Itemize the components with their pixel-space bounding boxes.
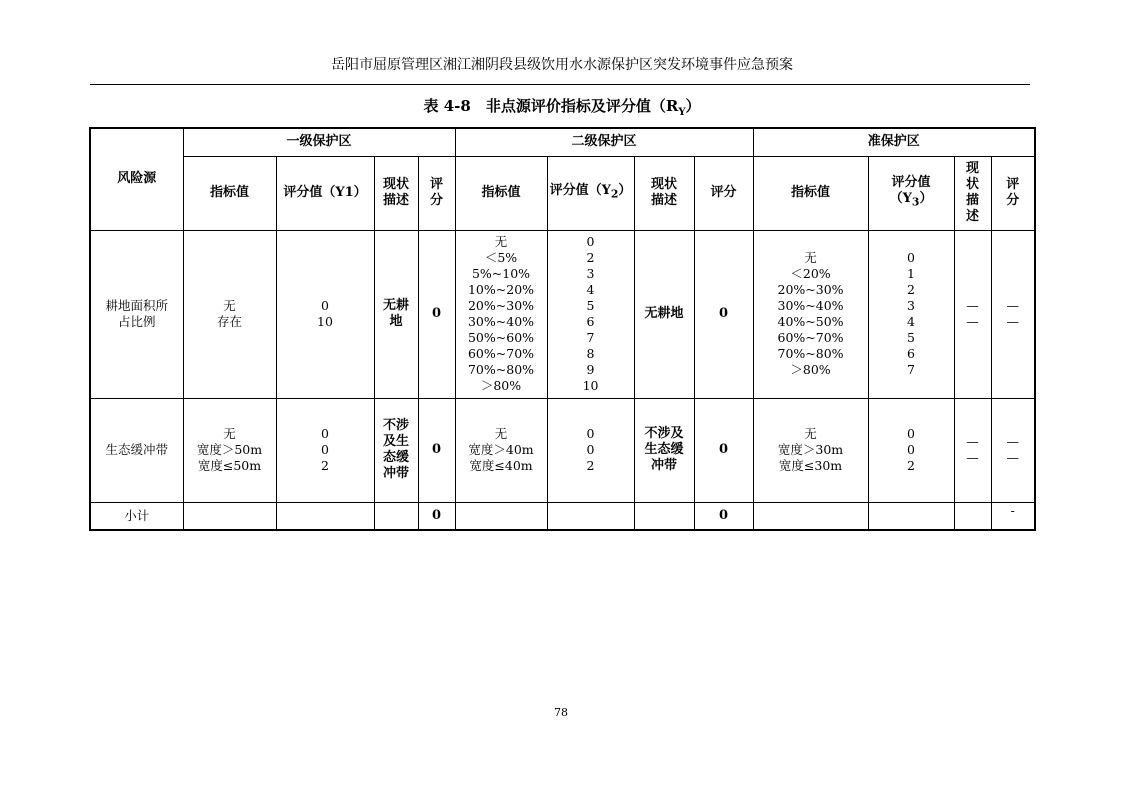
- header-score-1: 评分值（Y1）: [276, 156, 374, 230]
- header-score-2-sub: 2: [610, 187, 619, 201]
- empty-cell: [276, 502, 374, 530]
- page-number: 78: [554, 706, 568, 719]
- subtotal-z2-mark: 0: [694, 502, 753, 530]
- empty-cell: [868, 502, 954, 530]
- table-title-subscript: Y: [678, 107, 686, 118]
- z2-status-cell: 不涉及 生态缓 冲带: [634, 398, 694, 502]
- z1-status-cell: 无耕 地: [374, 230, 418, 398]
- header-zone-3: 准保护区: [753, 128, 1035, 156]
- header-indicator-2: 指标值: [455, 156, 547, 230]
- header-score-2-text: 评分值（Y: [549, 183, 611, 199]
- z1-mark-cell: 0: [418, 230, 455, 398]
- z1-score-cell: 0 10: [276, 230, 374, 398]
- header-score-2-close: ）: [618, 183, 632, 199]
- subtotal-z1-mark: 0: [418, 502, 455, 530]
- header-mark-2: 评分: [694, 156, 753, 230]
- header-score-3-close: ）: [919, 191, 933, 207]
- table-row: [90, 398, 1035, 502]
- z3-score-cell: 0 1 2 3 4 5 6 7: [868, 230, 954, 398]
- z2-status-cell: 无耕地: [634, 230, 694, 398]
- z1-mark-cell: 0: [418, 398, 455, 502]
- z3-mark-cell: — —: [991, 230, 1035, 398]
- table-title-close: ）: [685, 97, 701, 115]
- z1-status-cell: 不涉 及生 态缓 冲带: [374, 398, 418, 502]
- empty-cell: [753, 502, 868, 530]
- document-header: 岳阳市屈原管理区湘江湘阴段县级饮用水水源保护区突发环境事件应急预案: [331, 57, 793, 73]
- header-score-2: [547, 156, 634, 230]
- z2-score-cell: 0 2 3 4 5 6 7 8 9 10: [547, 230, 634, 398]
- risk-source-cell: 生态缓冲带: [90, 398, 183, 502]
- empty-cell: [374, 502, 418, 530]
- header-indicator-3: 指标值: [753, 156, 868, 230]
- z2-indicator-cell: 无 宽度＞40m 宽度≤40m: [455, 398, 547, 502]
- header-zone-1: 一级保护区: [183, 128, 455, 156]
- table-title: [90, 95, 1034, 124]
- header-score-3-text: 评分值（Y: [889, 175, 931, 207]
- risk-source-cell: 耕地面积所 占比例: [90, 230, 183, 398]
- header-zone-2: 二级保护区: [455, 128, 753, 156]
- subtotal-label: 小计: [90, 502, 183, 530]
- z2-mark-cell: 0: [694, 398, 753, 502]
- empty-cell: [634, 502, 694, 530]
- header-indicator-1: 指标值: [183, 156, 276, 230]
- z1-indicator-cell: 无 宽度＞50m 宽度≤50m: [183, 398, 276, 502]
- subtotal-row: [90, 502, 1035, 530]
- z2-indicator-cell: 无 ＜5% 5%~10% 10%~20% 20%~30% 30%~40% 50%~60% 60%~70% 70%~80% ＞80%: [455, 230, 547, 398]
- z1-indicator-cell: 无 存在: [183, 230, 276, 398]
- header-status-1: 现状 描述: [374, 156, 418, 230]
- header-rule: [90, 84, 1030, 85]
- z2-mark-cell: 0: [694, 230, 753, 398]
- table-title-text: 表 4-8 非点源评价指标及评分值（R: [423, 97, 679, 115]
- header-mark-1: 评 分: [418, 156, 455, 230]
- z3-status-cell: — —: [954, 230, 991, 398]
- empty-cell: [547, 502, 634, 530]
- z3-status-cell: — —: [954, 398, 991, 502]
- header-risk-source: 风险源: [90, 128, 183, 230]
- empty-cell: [183, 502, 276, 530]
- z3-indicator-cell: 无 ＜20% 20%~30% 30%~40% 40%~50% 60%~70% 70%~80% ＞80%: [753, 230, 868, 398]
- z1-score-cell: 0 0 2: [276, 398, 374, 502]
- table-header-row-1: [90, 128, 1035, 156]
- table-header-row-2: [90, 156, 1035, 230]
- z3-score-cell: 0 0 2: [868, 398, 954, 502]
- z3-indicator-cell: 无 宽度＞30m 宽度≤30m: [753, 398, 868, 502]
- z2-score-cell: 0 0 2: [547, 398, 634, 502]
- empty-cell: [954, 502, 991, 530]
- header-status-3: 现 状 描 述: [954, 156, 991, 230]
- header-score-3: [868, 156, 954, 230]
- z3-mark-cell: — —: [991, 398, 1035, 502]
- table-row: [90, 230, 1035, 398]
- subtotal-z3-mark: -: [991, 502, 1035, 530]
- evaluation-table: [89, 127, 1036, 531]
- header-mark-3: 评 分: [991, 156, 1035, 230]
- header-score-3-sub: 3: [911, 195, 920, 209]
- header-status-2: 现状 描述: [634, 156, 694, 230]
- empty-cell: [455, 502, 547, 530]
